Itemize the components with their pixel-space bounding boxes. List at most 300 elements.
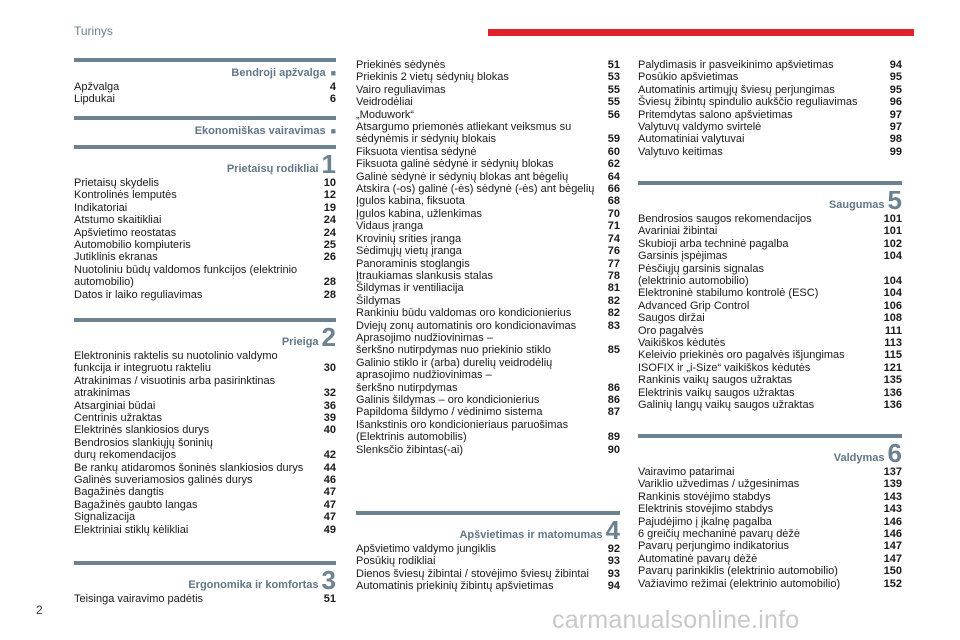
toc-entry[interactable] (356, 444, 620, 456)
toc-entry-title: Šildymas ir ventiliacija (356, 282, 464, 295)
toc-entry-title: Papildoma šildymo / vėdinimo sistema (356, 406, 543, 419)
toc-entry[interactable] (356, 220, 620, 232)
toc-entry[interactable] (356, 320, 620, 332)
toc-entry-title: Atstumo skaitikliai (74, 214, 162, 227)
toc-entry-title: Galinio stiklo ir (arba) durelių veidrodėlių aprasojimo nudžiovinimas – šerkšno nutirpdymas (356, 356, 553, 394)
toc-entry[interactable] (356, 419, 620, 444)
toc-entry[interactable] (356, 332, 620, 357)
toc-entry-page: 28 (323, 276, 336, 289)
toc-entry[interactable] (74, 189, 336, 201)
toc-entry[interactable] (74, 437, 336, 462)
toc-entry-page: 86 (607, 381, 620, 394)
toc-section (356, 511, 620, 593)
toc-entry-page: 90 (607, 443, 620, 456)
toc-entry[interactable] (638, 362, 902, 374)
toc-entry-title: Elektrinis stovėjimo stabdys (638, 503, 774, 516)
section-marker-icon: ■ (330, 68, 336, 78)
toc-entry-title: Pajudėjimo į įkalnę pagalba (638, 515, 772, 528)
section-divider (638, 434, 902, 438)
toc-entry[interactable] (638, 374, 902, 386)
toc-entry-title: Centrinis užraktas (74, 412, 163, 425)
toc-entry-page: 10 (323, 177, 336, 189)
toc-entry[interactable] (356, 394, 620, 406)
toc-entry[interactable] (638, 84, 902, 96)
toc-entry-title: Pavarų perjungimo indikatorius (638, 540, 790, 553)
toc-entry[interactable] (638, 349, 902, 361)
toc-entry[interactable] (638, 399, 902, 411)
toc-section (74, 561, 336, 605)
toc-entry[interactable] (74, 289, 336, 301)
toc-section (638, 181, 902, 412)
section-title: Prietaisų rodikliai (226, 163, 319, 175)
toc-entry-page: 78 (607, 269, 620, 282)
toc-entry[interactable] (638, 325, 902, 337)
toc-entry-title: Atsargumo priemonės atliekant veiksmus su sėdynėmis ir sėdynių blokais (356, 121, 572, 146)
toc-entry[interactable] (356, 195, 620, 207)
toc-entry[interactable] (638, 491, 902, 503)
toc-entry-title: Šildymas (356, 294, 401, 307)
toc-entry-title: Slenksčio žibintas(-ai) (356, 443, 463, 456)
toc-entry-page: 95 (889, 71, 902, 84)
toc-entry-title: Įgulos kabina, fiksuota (356, 195, 465, 208)
toc-entry-title: Elektriniai stiklų kėlikliai (74, 523, 189, 536)
toc-entry[interactable] (356, 245, 620, 257)
section-heading (74, 122, 336, 139)
toc-entry-title: ISOFIX ir „i-Size“ vaikiškos kėdutės (638, 361, 811, 374)
toc-entry-page: 94 (889, 59, 902, 71)
toc-entry[interactable] (356, 84, 620, 96)
toc-entry[interactable] (356, 233, 620, 245)
section-heading (356, 517, 620, 543)
toc-entry-page: 62 (607, 158, 620, 171)
toc-entry-title: Fiksuota galinė sėdynė ir sėdynių blokas (356, 158, 554, 171)
toc-entry-title: Nuotoliniu būdų valdomos funkcijos (elektrinio automobilio) (74, 263, 298, 289)
toc-entry-page: 81 (607, 282, 620, 295)
toc-entry-page: 82 (607, 294, 620, 307)
toc-entry[interactable] (638, 553, 902, 565)
toc-entry[interactable] (356, 295, 620, 307)
toc-entry[interactable] (74, 486, 336, 498)
toc-entry-page: 59 (607, 133, 620, 146)
toc-entry[interactable] (356, 158, 620, 170)
toc-entry-page: 39 (323, 412, 336, 425)
toc-entry-page: 147 (883, 552, 902, 565)
toc-entry-title: Teisinga vairavimo padėtis (74, 593, 204, 605)
toc-entry-title: Valytuvo keitimas (638, 145, 723, 158)
toc-section (638, 434, 902, 590)
toc-entry-page: 40 (323, 424, 336, 437)
toc-entry-title: Vairo reguliavimas (356, 83, 446, 96)
section-marker-icon: ■ (330, 126, 336, 136)
toc-entry-page: 92 (607, 543, 620, 555)
header-title: Turinys (74, 24, 113, 38)
toc-entry[interactable] (356, 121, 620, 146)
toc-entry-title: Bendrosios slankiųjų šoninių durų rekomendacijos (74, 436, 213, 462)
section-title: Apšvietimas ir matomumas (459, 529, 603, 541)
section-heading (638, 440, 902, 466)
toc-entry-title: Veidrodėliai (356, 96, 413, 109)
toc-entry[interactable] (74, 227, 336, 239)
toc-entry-title: Apšvietimo reostatas (74, 226, 177, 239)
toc-entry[interactable] (74, 214, 336, 226)
section-divider (638, 181, 902, 185)
section-title: Saugumas (828, 199, 885, 211)
toc-entry-page: 44 (323, 461, 336, 474)
toc-entry-title: Galinė sėdynė ir sėdynių blokas ant bėgelių (356, 170, 569, 183)
toc-entry-title: Pavarų parinkiklis (elektrinio automobilio) (638, 565, 838, 578)
toc-entry-page: 28 (323, 288, 336, 301)
toc-entry[interactable] (356, 543, 620, 555)
toc-entry-title: Automatinis priekinių žibintų apšvietimas (356, 580, 554, 593)
toc-entry-page: 89 (607, 431, 620, 444)
toc-entry-page: 49 (323, 523, 336, 536)
toc-entry-title: Vidaus įranga (356, 220, 424, 233)
toc-entry-title: Jutiklinis ekranas (74, 251, 158, 264)
toc-entry-page: 147 (883, 540, 902, 553)
toc-entry-page: 121 (883, 361, 902, 374)
toc-section (74, 145, 336, 301)
toc-entry-page: 104 (883, 250, 902, 263)
toc-entry[interactable] (356, 146, 620, 158)
toc-entry-page: 136 (883, 399, 902, 412)
toc-entry-page: 47 (323, 511, 336, 524)
toc-entry-page: 83 (607, 319, 620, 332)
toc-entry-title: Garsinis įspėjimas (638, 250, 728, 263)
toc-entry[interactable] (638, 238, 902, 250)
toc-entry-page: 96 (889, 96, 902, 109)
toc-entry[interactable] (638, 59, 902, 71)
section-divider (74, 145, 336, 149)
toc-entry-page: 76 (607, 245, 620, 258)
toc-entry-title: Įtraukiamas slankusis stalas (356, 269, 493, 282)
toc-entry-page: 137 (883, 466, 902, 478)
section-heading (74, 64, 336, 81)
toc-entry[interactable] (74, 177, 336, 189)
toc-entry-title: Elektrinis vaikų saugos užraktas (638, 386, 795, 399)
toc-entry-title: Dviejų zonų automatinis oro kondicionavimas (356, 319, 577, 332)
toc-entry-title: Bagažinės gaubto langas (74, 498, 198, 511)
toc-entry-page: 19 (323, 201, 336, 214)
toc-section (74, 58, 336, 106)
toc-entry[interactable] (356, 270, 620, 282)
toc-entry-page: 24 (323, 214, 336, 227)
toc-section (638, 59, 902, 158)
section-number: 1 (321, 149, 336, 179)
toc-entry-title: Krovinių srities įranga (356, 232, 462, 245)
section-title: Ekonomiškas vairavimas (194, 125, 326, 137)
toc-entry[interactable] (356, 109, 620, 121)
toc-entry-title: Automatiniai valytuvai (638, 133, 745, 146)
toc-entry[interactable] (638, 71, 902, 83)
section-number: 5 (887, 185, 902, 215)
toc-entry[interactable] (638, 540, 902, 552)
toc-entry-page: 64 (607, 170, 620, 183)
toc-entry-title: Avariniai žibintai (638, 225, 718, 238)
toc-entry-page: 93 (607, 567, 620, 580)
toc-entry-page: 87 (607, 406, 620, 419)
toc-entry[interactable] (638, 300, 902, 312)
toc-entry-page: 86 (607, 393, 620, 406)
toc-entry-page: 74 (607, 232, 620, 245)
section-number: 6 (887, 438, 902, 468)
section-heading (74, 324, 336, 350)
toc-entry-title: 6 greičių mechaninė pavarų dėžė (638, 528, 801, 541)
toc-entry-title: Įgulos kabina, užlenkimas (356, 207, 482, 220)
toc-entry-page: 143 (883, 503, 902, 516)
section-number: 4 (605, 515, 620, 545)
section-number: 3 (321, 565, 336, 595)
toc-entry[interactable] (638, 478, 902, 490)
toc-entry[interactable] (356, 357, 620, 394)
toc-entry-title: Atsarginiai būdai (74, 399, 156, 412)
toc-entry-title: Išankstinis oro kondicionieriaus paruošimas (Elektrinis automobilis) (356, 418, 569, 444)
toc-entry-page: 26 (323, 251, 336, 264)
toc-entry-title: Dienos šviesų žibintai / stovėjimo šviesų žibintai (356, 567, 589, 580)
toc-entry-title: Apšvietimo valdymo jungiklis (356, 543, 496, 555)
toc-entry-title: Keleivio priekinės oro pagalvės išjungimas (638, 349, 845, 362)
section-divider (74, 58, 336, 62)
toc-entry-title: Rankinis stovėjimo stabdys (638, 490, 771, 503)
toc-entry[interactable] (638, 96, 902, 108)
toc-entry[interactable] (638, 528, 902, 540)
toc-entry-page: 46 (323, 474, 336, 487)
toc-entry-title: Elektrinės slankiosios durys (74, 424, 210, 437)
toc-entry[interactable] (638, 213, 902, 225)
toc-entry[interactable] (356, 580, 620, 592)
section-heading (74, 151, 336, 177)
toc-entry-title: Automatinė pavarų dėžė (638, 552, 758, 565)
toc-entry-page: 55 (607, 96, 620, 109)
toc-entry-page: 4 (329, 81, 336, 93)
toc-entry[interactable] (638, 121, 902, 133)
toc-entry-title: Apžvalga (74, 81, 120, 93)
toc-entry[interactable] (74, 81, 336, 93)
toc-entry-title: Vaikiškos kėdutės (638, 337, 726, 350)
toc-entry[interactable] (74, 499, 336, 511)
toc-entry-page: 70 (607, 207, 620, 220)
toc-entry-title: Pėsčiųjų garsinis signalas (elektrinio automobilio) (638, 262, 764, 288)
toc-section (74, 318, 336, 536)
toc-entry-page: 113 (884, 337, 902, 350)
page-number: 2 (36, 603, 43, 617)
toc-entry-page: 111 (884, 324, 902, 337)
toc-entry[interactable] (638, 503, 902, 515)
toc-entry[interactable] (356, 282, 620, 294)
toc-entry-title: Lipdukai (74, 93, 115, 106)
toc-entry[interactable] (74, 412, 336, 424)
toc-entry-page: 82 (607, 307, 620, 320)
toc-entry-page: 94 (607, 580, 620, 593)
toc-entry[interactable] (638, 225, 902, 237)
toc-entry-title: Posūkio apšvietimas (638, 71, 739, 84)
toc-entry-page: 97 (889, 108, 902, 121)
toc-entry[interactable] (356, 171, 620, 183)
toc-entry[interactable] (356, 406, 620, 418)
toc-entry-page: 30 (323, 362, 336, 375)
section-divider (74, 116, 336, 120)
toc-entry-page: 68 (607, 195, 620, 208)
toc-entry-page: 51 (607, 59, 620, 71)
watermark: carmanualsonline.info (552, 606, 800, 634)
header-accent-bar (488, 29, 914, 36)
toc-entry[interactable] (638, 466, 902, 478)
toc-entry-title: Galinės suveriamosios galinės durys (74, 474, 253, 487)
toc-entry[interactable] (74, 239, 336, 251)
toc-entry-title: Variklio užvedimas / užgesinimas (638, 478, 800, 491)
toc-entry[interactable] (638, 146, 902, 158)
toc-entry[interactable] (356, 555, 620, 567)
toc-entry[interactable] (74, 524, 336, 536)
toc-section (74, 116, 336, 139)
toc-entry-title: Elektroninė stabilumo kontrolė (ESC) (638, 287, 819, 300)
toc-entry[interactable] (356, 307, 620, 319)
toc-entry-page: 95 (889, 83, 902, 96)
toc-entry-page: 36 (323, 399, 336, 412)
toc-entry-title: Bendrosios saugos rekomendacijos (638, 213, 812, 225)
toc-entry-page: 152 (883, 577, 902, 590)
toc-entry[interactable] (356, 96, 620, 108)
toc-entry[interactable] (74, 511, 336, 523)
toc-entry[interactable] (74, 375, 336, 400)
toc-entry[interactable] (638, 109, 902, 121)
toc-entry-page: 97 (889, 121, 902, 134)
toc-entry[interactable] (74, 424, 336, 436)
toc-entry-title: Be rankų atidaromos šoninės slankiosios durys (74, 461, 304, 474)
toc-entry[interactable] (74, 462, 336, 474)
toc-entry-page: 146 (883, 515, 902, 528)
toc-entry-page: 139 (883, 478, 902, 491)
toc-entry-title: Skubioji arba techninė pagalba (638, 237, 789, 250)
toc-entry-page: 99 (889, 145, 902, 158)
toc-entry[interactable] (638, 133, 902, 145)
section-title: Valdymas (833, 452, 885, 464)
toc-entry-title: Automobilio kompiuteris (74, 239, 191, 252)
toc-entry-page: 47 (323, 498, 336, 511)
toc-entry[interactable] (638, 250, 902, 262)
toc-entry-title: Priekinės sėdynės (356, 59, 446, 71)
toc-entry-title: Saugos diržai (638, 312, 705, 325)
toc-entry-title: Aprasojimo nudžiovinimas – šerkšno nutirpdymas nuo priekinio stiklo (356, 331, 552, 357)
toc-entry-page: 102 (883, 237, 902, 250)
toc-entry[interactable] (74, 593, 336, 605)
toc-entry[interactable] (356, 568, 620, 580)
toc-entry[interactable] (74, 251, 336, 263)
toc-entry[interactable] (638, 337, 902, 349)
toc-entry[interactable] (74, 202, 336, 214)
toc-entry-page: 55 (607, 83, 620, 96)
toc-entry[interactable] (638, 263, 902, 288)
toc-entry-title: Šviesų žibintų spindulio aukščio reguliavimas (638, 96, 858, 109)
toc-entry-page: 71 (607, 220, 620, 233)
section-number: 2 (321, 322, 336, 352)
toc-entry-title: Signalizacija (74, 511, 136, 524)
section-divider (356, 511, 620, 515)
toc-entry-page: 25 (323, 239, 336, 252)
toc-entry[interactable] (638, 578, 902, 590)
toc-entry-page: 98 (889, 133, 902, 146)
toc-entry-title: Indikatoriai (74, 201, 128, 214)
toc-entry-page: 85 (607, 344, 620, 357)
toc-entry[interactable] (638, 387, 902, 399)
toc-entry[interactable] (356, 59, 620, 71)
toc-entry[interactable] (74, 350, 336, 375)
toc-entry-page: 42 (323, 449, 336, 462)
section-title: Bendroji apžvalga (231, 67, 326, 79)
toc-entry-title: Posūkių rodikliai (356, 555, 436, 568)
toc-entry[interactable] (356, 258, 620, 270)
toc-entry-title: Fiksuota vientisa sėdynė (356, 145, 477, 158)
toc-entry-page: 136 (883, 386, 902, 399)
toc-entry[interactable] (74, 93, 336, 105)
toc-entry-page: 115 (884, 349, 902, 362)
toc-entry-page: 53 (607, 71, 620, 84)
toc-entry[interactable] (74, 400, 336, 412)
toc-entry-title: Oro pagalvės (638, 324, 704, 337)
toc-entry-page: 101 (883, 225, 902, 238)
toc-entry-page: 150 (883, 565, 902, 578)
toc-entry-page: 77 (607, 257, 620, 270)
toc-section (356, 59, 620, 456)
toc-entry-title: Atskira (-os) galinė (-ės) sėdynė (-ės) ant bėgelių (356, 183, 595, 196)
toc-entry-page: 104 (883, 275, 902, 288)
section-heading (74, 567, 336, 593)
toc-entry[interactable] (638, 565, 902, 577)
toc-entry-title: Palydimasis ir pasveikinimo apšvietimas (638, 59, 834, 71)
toc-entry-page: 135 (883, 374, 902, 387)
toc-entry[interactable] (356, 183, 620, 195)
toc-entry[interactable] (74, 474, 336, 486)
toc-entry-page: 6 (329, 93, 336, 106)
toc-entry-page: 47 (323, 486, 336, 499)
toc-entry[interactable] (356, 71, 620, 83)
toc-entry-title: Galinių langų vaikų saugos užraktas (638, 399, 815, 412)
toc-entry-page: 101 (883, 213, 902, 225)
toc-entry[interactable] (638, 287, 902, 299)
toc-entry-page: 146 (883, 528, 902, 541)
toc-entry-title: Bagažinės dangtis (74, 486, 164, 499)
toc-entry-title: Atrakinimas / visuotinis arba pasirinktinas atrakinimas (74, 374, 276, 400)
toc-entry-title: Galinis šildymas – oro kondicionierius (356, 393, 540, 406)
section-title: Ergonomika ir komfortas (188, 579, 319, 591)
toc-entry-title: Važiavimo režimai (elektrinio automobilio) (638, 577, 841, 590)
toc-entry-page: 12 (323, 189, 336, 202)
toc-entry-page: 66 (607, 183, 620, 196)
section-divider (74, 561, 336, 565)
toc-entry-page: 104 (883, 287, 902, 300)
toc-entry[interactable] (74, 264, 336, 289)
toc-entry-title: Sėdimųjų vietų įranga (356, 245, 462, 258)
toc-entry-title: Priekinis 2 vietų sėdynių blokas (356, 71, 509, 84)
toc-entry-page: 143 (883, 490, 902, 503)
toc-entry-page: 56 (607, 108, 620, 121)
toc-entry-title: Elektroninis raktelis su nuotolinio valdymo funkcija ir integruotu rakteliu (74, 350, 278, 375)
toc-entry-title: Panoraminis stoglangis (356, 257, 470, 270)
toc-entry-title: Rankinis vaikų saugos užraktas (638, 374, 793, 387)
toc-entry-page: 32 (323, 387, 336, 400)
toc-entry-title: „Moduwork“ (356, 108, 415, 121)
toc-entry-page: 108 (883, 312, 902, 325)
toc-entry[interactable] (638, 516, 902, 528)
toc-entry-title: Prietaisų skydelis (74, 177, 159, 189)
toc-entry-title: Pritemdytas salono apšvietimas (638, 108, 793, 121)
toc-entry[interactable] (638, 312, 902, 324)
toc-entry-title: Automatinis artimųjų šviesų perjungimas (638, 83, 835, 96)
toc-entry[interactable] (356, 208, 620, 220)
toc-entry-page: 106 (883, 299, 902, 312)
toc-entry-title: Advanced Grip Control (638, 299, 750, 312)
toc-entry-title: Datos ir laiko reguliavimas (74, 288, 203, 301)
section-title: Prieiga (281, 336, 319, 348)
